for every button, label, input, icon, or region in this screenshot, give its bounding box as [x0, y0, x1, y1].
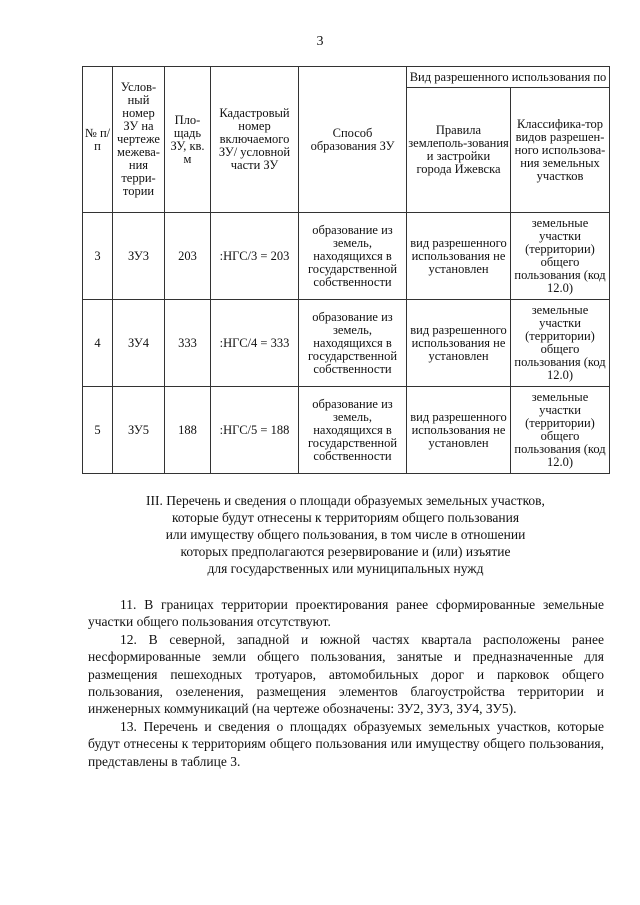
header-cadastral: Кадастровый номер включаемого ЗУ/ условной части ЗУ: [211, 67, 299, 213]
cell-rules: вид разрешенного использования не установлен: [407, 213, 511, 300]
table-row: [83, 300, 610, 387]
cell-zu: ЗУ3: [113, 213, 165, 300]
section-title-line: которые будут отнесены к территориям общего пользования: [171, 510, 520, 525]
cell-classifier: земельные участки (территории) общего пользования (код 12.0): [511, 387, 610, 474]
cell-classifier: земельные участки (территории) общего пользования (код 12.0): [511, 213, 610, 300]
header-zu-number: Услов-ный номер ЗУ на чертеже межева-ния терри-тории: [113, 67, 165, 213]
paragraph-12: 12. В северной, западной и южной частях квартала расположены ранее несформированные земли общего пользования, занятые и предназначенные для размещения пешеходных тротуаров, автомобильных дорог и парковок общего пользования, озеленения, размещения элементов благоустройства территории и инженерных коммуникаций (на чертеже обозначены: ЗУ2, ЗУ3, ЗУ4, ЗУ5).: [88, 631, 604, 717]
cell-num: 3: [83, 213, 113, 300]
cell-method: образование из земель, находящихся в государственной собственности: [299, 387, 407, 474]
body-text: [88, 596, 604, 770]
header-permitted-use: Вид разрешенного использования по: [407, 67, 610, 88]
table-header-row: [83, 67, 610, 88]
header-method: Способ образования ЗУ: [299, 67, 407, 213]
cell-zu: ЗУ5: [113, 387, 165, 474]
header-rules: Правила землеполь-зования и застройки города Ижевска: [407, 88, 511, 213]
cell-cadastral: :НГС/5 = 188: [211, 387, 299, 474]
section-title-line: для государственных или муниципальных нужд: [207, 561, 484, 576]
cell-cadastral: :НГС/3 = 203: [211, 213, 299, 300]
section-title: [82, 492, 609, 577]
table-row: [83, 213, 610, 300]
cell-rules: вид разрешенного использования не установлен: [407, 387, 511, 474]
header-classifier: Классифика-тор видов разрешен-ного использова-ния земельных участков: [511, 88, 610, 213]
land-plots-table: [82, 66, 610, 474]
cell-area: 333: [165, 300, 211, 387]
header-area: Пло-щадь ЗУ, кв. м: [165, 67, 211, 213]
cell-method: образование из земель, находящихся в государственной собственности: [299, 213, 407, 300]
cell-rules: вид разрешенного использования не установлен: [407, 300, 511, 387]
cell-method: образование из земель, находящихся в государственной собственности: [299, 300, 407, 387]
paragraph-11: 11. В границах территории проектирования ранее сформированные земельные участки общего пользования отсутствуют.: [88, 597, 604, 630]
cell-area: 203: [165, 213, 211, 300]
section-title-line: III. Перечень и сведения о площади образуемых земельных участков,: [146, 493, 545, 508]
paragraph-13: 13. Перечень и сведения о площадях образуемых земельных участков, которые будут отнесены к территориям общего пользования или имуществу общего пользования, представлены в таблице 3.: [88, 718, 604, 769]
cell-cadastral: :НГС/4 = 333: [211, 300, 299, 387]
page-number: 3: [316, 34, 324, 49]
cell-classifier: земельные участки (территории) общего пользования (код 12.0): [511, 300, 610, 387]
header-num: № п/п: [83, 67, 113, 213]
table-row: [83, 387, 610, 474]
cell-zu: ЗУ4: [113, 300, 165, 387]
section-title-line: или имуществу общего пользования, в том числе в отношении: [165, 527, 526, 542]
section-title-line: которых предполагаются резервирование и (или) изъятие: [180, 544, 511, 559]
cell-num: 4: [83, 300, 113, 387]
cell-num: 5: [83, 387, 113, 474]
cell-area: 188: [165, 387, 211, 474]
